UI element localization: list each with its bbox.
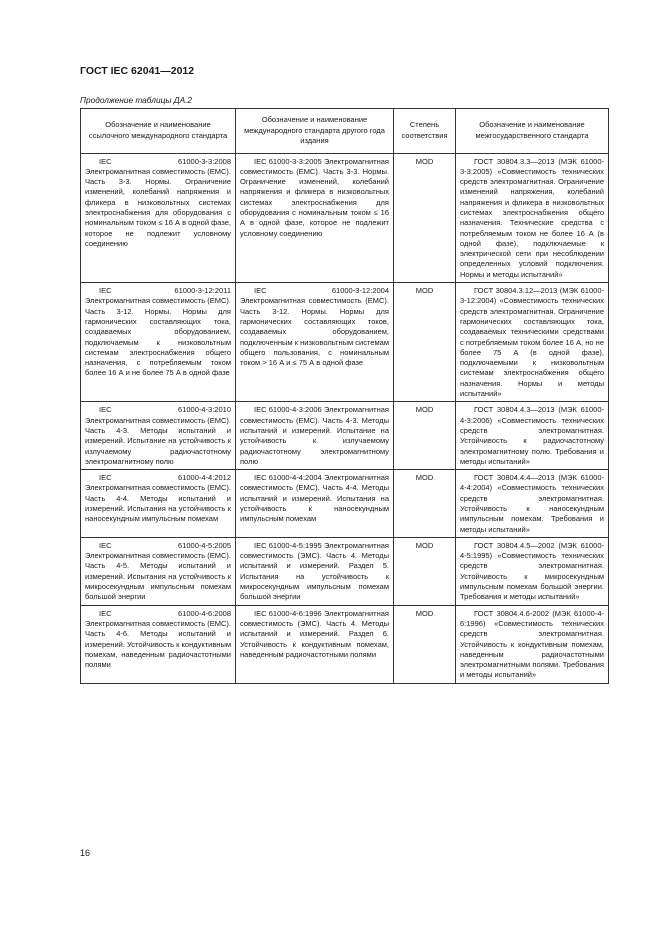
column-header-gost: Обозначение и наименование межгосударственного стандарта xyxy=(456,109,609,154)
table-header-row xyxy=(81,109,609,154)
table-row xyxy=(81,470,609,538)
cell-degree: MOD xyxy=(394,537,456,605)
cell-ref: IEC 61000-4-5:2005 Электромагнитная совместимость (EMC). Часть 4-5. Методы испытаний и измерений. Испытания на устойчивость к микросекундным импульсным помехам большой энергии xyxy=(81,537,236,605)
cell-ref: IEC 61000-4-6:2008 Электромагнитная совместимость (EMC). Часть 4-6. Методы испытаний и измерений. Устойчивость к кондуктивным помехам, наведенным радиочастотными полями xyxy=(81,605,236,683)
table-row xyxy=(81,605,609,683)
cell-other: IEC 61000-4-3:2006 Электромагнитная совместимость (EMC). Часть 4-3. Методы испытаний и измерений. Испытание на устойчивость к излучаемому радиочастотному электромагнитному полю xyxy=(236,402,394,470)
cell-other: IEC 61000-3-3:2005 Электромагнитная совместимость (EMC). Часть 3-3. Нормы. Ограничение изменений, колебаний напряжения и фликера в низковольтных системах электроснабжения для оборудования с номинальным током ≤ 16 А в одной фазе, которое не подлежит условному соединению xyxy=(236,153,394,283)
standards-table xyxy=(80,108,609,684)
table-row xyxy=(81,402,609,470)
column-header-other: Обозначение и наименование международного стандарта другого года издания xyxy=(236,109,394,154)
cell-ref: IEC 61000-4-3:2010 Электромагнитная совместимость (EMC). Часть 4-3. Методы испытаний и измерений. Испытание на устойчивость к излучаемому радиочастотному электромагнитному полю xyxy=(81,402,236,470)
cell-degree: MOD xyxy=(394,605,456,683)
column-header-degree: Степень соответствия xyxy=(394,109,456,154)
cell-degree: MOD xyxy=(394,283,456,402)
table-caption: Продолжение таблицы ДА.2 xyxy=(80,95,193,105)
cell-ref: IEC 61000-3-3:2008 Электромагнитная совместимость (EMC). Часть 3-3. Нормы. Ограничение изменений, колебаний напряжения и фликера в низковольтных системах электроснабжения для оборудования с номинальным током ≤ 16 А в одной фазе, которое не подлежит условному соединению xyxy=(81,153,236,283)
cell-gost: ГОСТ 30804.3.12—2013 (МЭК 61000-3-12:2004) «Совместимость технических средств электромагнитная. Ограничение гармонических составляющих тока, создаваемых техническими средствами с потребляемым током более 16 А, но не более 75 А (в одной фазе), подключаемыми к низковольтным системам электроснабжения общего назначения. Нормы и методы испытаний» xyxy=(456,283,609,402)
table-row xyxy=(81,283,609,402)
page-number: 16 xyxy=(80,848,91,858)
cell-gost: ГОСТ 30804.3.3—2013 (МЭК 61000-3-3:2005) «Совместимость технических средств электромагнитная. Ограничение изменений напряжения, колебаний напряжения и фликера в низковольтных системах электроснабжения общего назначения. Технические средства с потребляемым током не более 16 А (в одной фазе), подключаемые к электрической сети при несоблюдении определенных условий подключения. Нормы и методы испытаний» xyxy=(456,153,609,283)
table-row xyxy=(81,537,609,605)
cell-ref: IEC 61000-4-4:2012 Электромагнитная совместимость (EMC). Часть 4-4. Методы испытаний и измерений. Испытания на устойчивость к наносекундным импульсным помехам xyxy=(81,470,236,538)
document-header: ГОСТ IEC 62041—2012 xyxy=(80,65,195,77)
cell-other: IEC 61000-3-12:2004 Электромагнитная совместимость (EMC). Часть 3-12. Нормы. Нормы для гармонических составляющих токов, создаваемых оборудованием, подключенным к низковольтным системам общего пользования, с номинальным током > 16 А и ≤ 75 А в одной фазе xyxy=(236,283,394,402)
cell-other: IEC 61000-4-4:2004 Электромагнитная совместимость (EMC). Часть 4-4. Методы испытаний и измерений. Испытания на устойчивость к наносекундным импульсным помехам xyxy=(236,470,394,538)
cell-degree: MOD xyxy=(394,402,456,470)
cell-gost: ГОСТ 30804.4.5—2002 (МЭК 61000-4-5:1995) «Совместимость технических средств электромагнитная. Устойчивость к микросекундным импульсным помехам большой энергии. Требования и методы испытаний» xyxy=(456,537,609,605)
cell-degree: MOD xyxy=(394,470,456,538)
cell-gost: ГОСТ 30804.4.3—2013 (МЭК 61000-4-3:2006) «Совместимость технических средств электромагнитная. Устойчивость к радиочастотному электромагнитному полю. Требования и методы испытаний» xyxy=(456,402,609,470)
table-row xyxy=(81,153,609,283)
cell-ref: IEC 61000-3-12:2011 Электромагнитная совместимость (EMC). Часть 3-12. Нормы. Нормы для гармонических составляющих тока, создаваемых оборудованием, подключаемым к низковольтным системам электроснабжения общего назначения, с потребляемым током более 16 А и не более 75 А в одной фазе xyxy=(81,283,236,402)
cell-gost: ГОСТ 30804.4.4—2013 (МЭК 61000-4-4:2004) «Совместимость технических средств электромагнитная. Устойчивость к наносекундным импульсным помехам. Требования и методы испытаний» xyxy=(456,470,609,538)
cell-other: IEC 61000-4-6:1996 Электромагнитная совместимость (ЭМС). Часть 4. Методы испытаний и измерений. Раздел 6. Устойчивость к кондуктивным помехам, наведенным радиочастотными полями xyxy=(236,605,394,683)
cell-degree: MOD xyxy=(394,153,456,283)
cell-other: IEC 61000-4-5:1995 Электромагнитная совместимость (ЭМС). Часть 4. Методы испытаний и измерений. Раздел 5. Испытания на устойчивость к микросекундным импульсным помехам большой энергии xyxy=(236,537,394,605)
column-header-ref: Обозначение и наименование ссылочного международного стандарта xyxy=(81,109,236,154)
cell-gost: ГОСТ 30804.4.6-2002 (МЭК 61000-4-6:1996) «Совместимость технических средств электромагнитная. Устойчивость к кондуктивным помехам, наведенным радиочастотными электромагнитными полями. Требования и методы испытаний» xyxy=(456,605,609,683)
